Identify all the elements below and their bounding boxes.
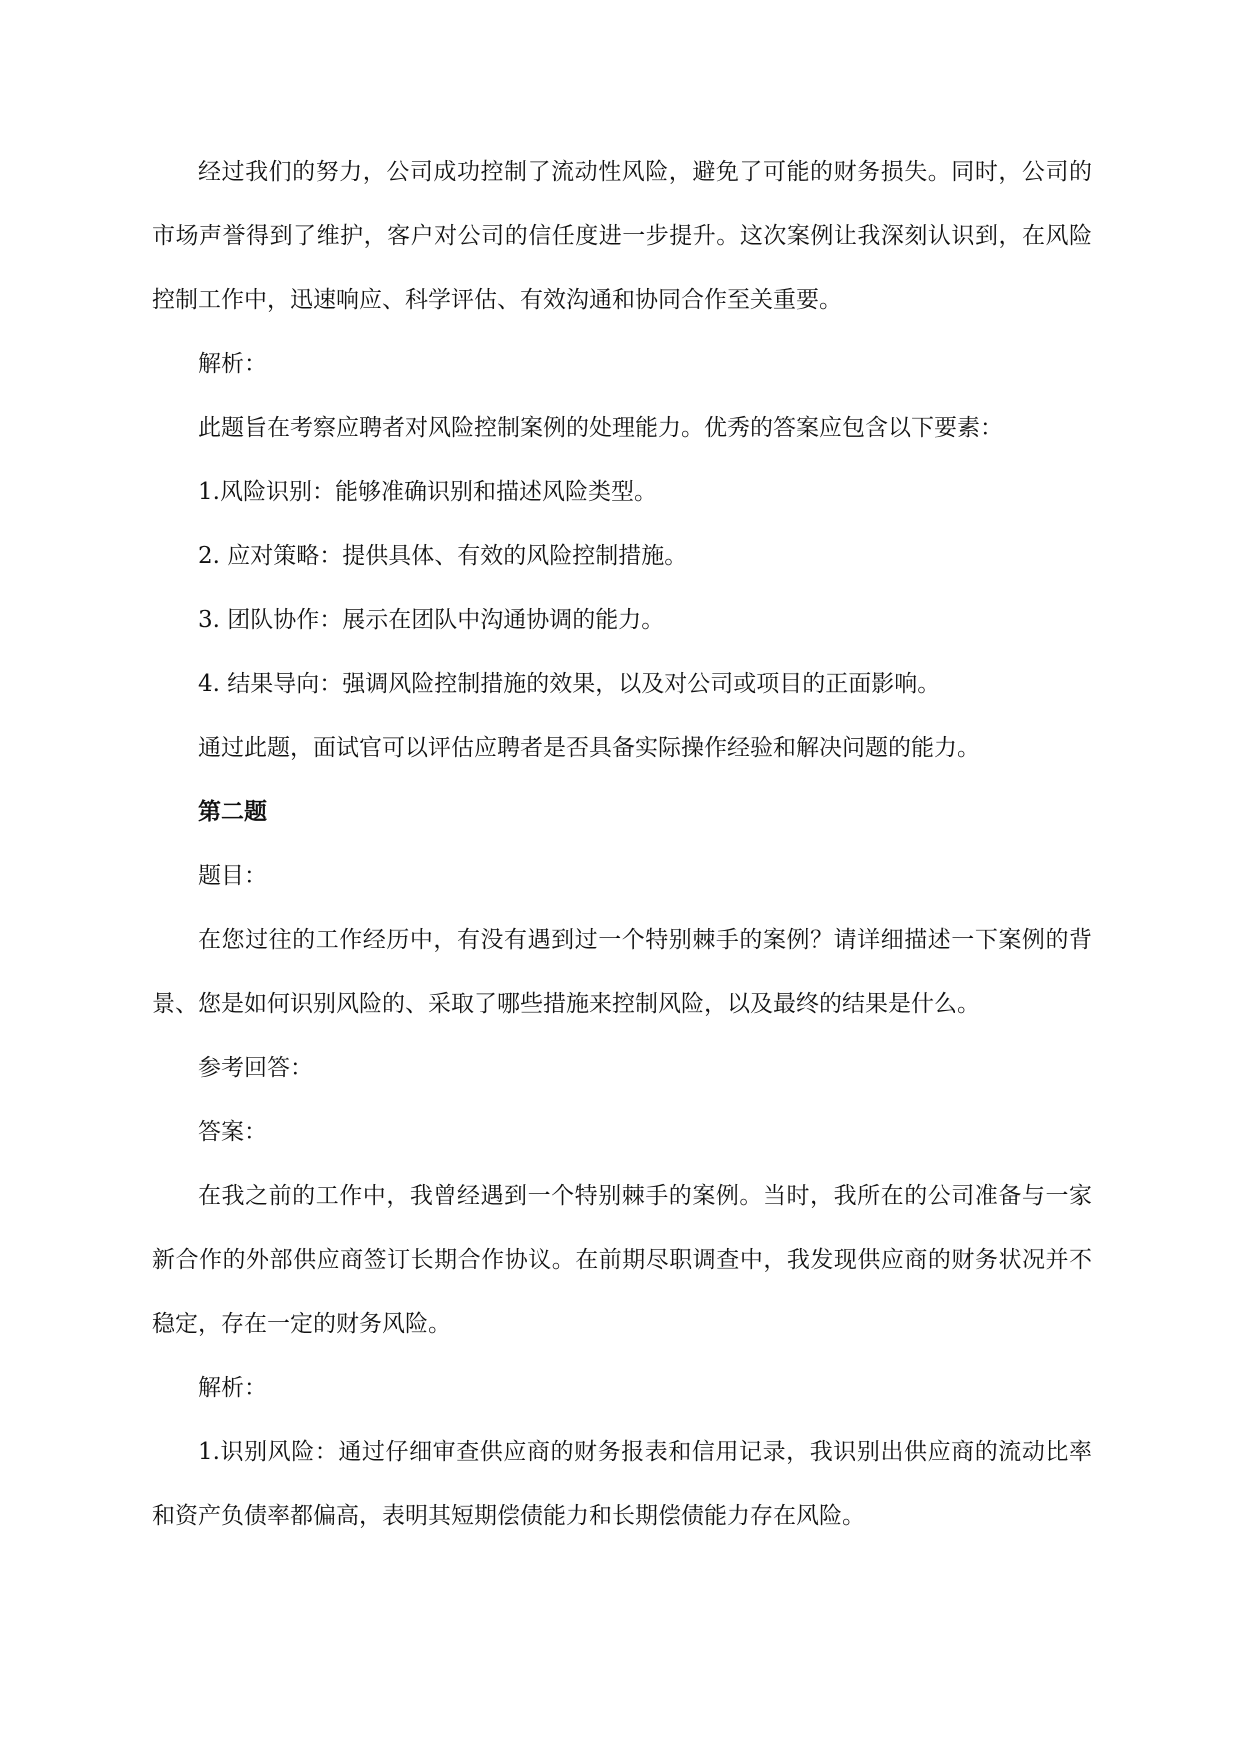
list-item-identify-risk: 1.识别风险：通过仔细审查供应商的财务报表和信用记录，我识别出供应商的流动比率和资产负债率都偏高，表明其短期偿债能力和长期偿债能力存在风险。 <box>152 1439 1092 1529</box>
document-body <box>152 140 1092 1548</box>
list-item-teamwork: 3. 团队协作：展示在团队中沟通协调的能力。 <box>198 607 665 633</box>
label-question: 题目： <box>198 863 267 889</box>
label-analysis-2: 解析： <box>198 1375 267 1401</box>
paragraph-analysis-intro: 此题旨在考察应聘者对风险控制案例的处理能力。优秀的答案应包含以下要素： <box>198 415 1003 441</box>
label-answer: 答案： <box>198 1119 267 1145</box>
section-heading: 第二题 <box>198 798 267 825</box>
label-reference-answer: 参考回答： <box>198 1055 313 1081</box>
list-item-response-strategy: 2. 应对策略：提供具体、有效的风险控制措施。 <box>198 543 688 569</box>
paragraph-answer: 在我之前的工作中，我曾经遇到一个特别棘手的案例。当时，我所在的公司准备与一家新合作的外部供应商签订长期合作协议。在前期尽职调查中，我发现供应商的财务状况并不稳定，存在一定的财务风险。 <box>152 1183 1092 1337</box>
paragraph-analysis-summary: 通过此题，面试官可以评估应聘者是否具备实际操作经验和解决问题的能力。 <box>198 735 980 761</box>
list-item-result-oriented: 4. 结果导向：强调风险控制措施的效果，以及对公司或项目的正面影响。 <box>198 671 941 697</box>
paragraph-outcome: 经过我们的努力，公司成功控制了流动性风险，避免了可能的财务损失。同时，公司的市场声誉得到了维护，客户对公司的信任度进一步提升。这次案例让我深刻认识到，在风险控制工作中，迅速响应、科学评估、有效沟通和协同合作至关重要。 <box>152 159 1092 313</box>
list-item-risk-identification: 1.风险识别：能够准确识别和描述风险类型。 <box>198 479 657 505</box>
label-analysis: 解析： <box>198 351 267 377</box>
paragraph-question: 在您过往的工作经历中，有没有遇到过一个特别棘手的案例？请详细描述一下案例的背景、您是如何识别风险的、采取了哪些措施来控制风险，以及最终的结果是什么。 <box>152 927 1092 1017</box>
